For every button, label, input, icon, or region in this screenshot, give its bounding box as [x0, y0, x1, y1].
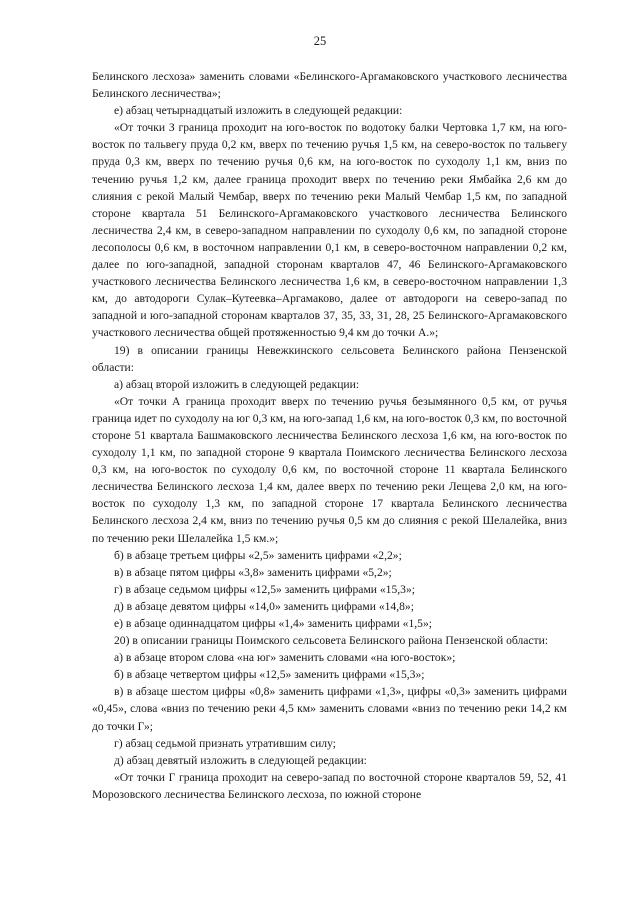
paragraph: «От точки Г граница проходит на северо-запад по восточной стороне кварталов 59, 52, 41 Морозовского лесничества Белинского лесхоза, по южной стороне	[92, 770, 567, 801]
paragraph: в) в абзаце пятом цифры «3,8» заменить цифрами «5,2»;	[114, 565, 392, 579]
paragraph: в) в абзаце шестом цифры «0,8» заменить цифрами «1,3», цифры «0,3» заменить цифрами «0,45», слова «вниз по течению реки 4,5 км» заменить словами «вниз по течению реки 14,2 км до точки Г»;	[92, 685, 567, 733]
paragraph: а) в абзаце втором слова «на юг» заменить словами «на юго-восток»;	[114, 651, 456, 665]
paragraph: а) абзац второй изложить в следующей редакции:	[114, 377, 360, 391]
paragraph: е) абзац четырнадцатый изложить в следующей редакции:	[114, 104, 403, 118]
page-number: 25	[313, 34, 327, 48]
paragraph: Белинского лесхоза» заменить словами «Белинского-Аргамаковского участкового лесничества Белинского лесничества»;	[92, 70, 567, 101]
paragraph: б) в абзаце четвертом цифры «12,5» заменить цифрами «15,3»;	[114, 668, 425, 682]
paragraph: д) абзац девятый изложить в следующей редакции:	[114, 753, 367, 767]
paragraph: б) в абзаце третьем цифры «2,5» заменить цифрами «2,2»;	[114, 548, 402, 562]
paragraph: 20) в описании границы Поимского сельсовета Белинского района Пензенской области:	[114, 634, 549, 648]
paragraph: «От точки З граница проходит на юго-восток по водотоку балки Чертовка 1,7 км, на юго-восток по тальвегу пруда 0,2 км, вверх по течению ручья 1,5 км, на северо-восток по тальвегу пруда 0,3 км, вверх по течению ручья 0,6 км, на юго-восток по суходолу 1,1 км, вниз по течению ручья 1,2 км, далее граница проходит вверх по течению реки Ямбайка 2,6 км до слияния с рекой Малый Чембар, вверх по течению реки Малый Чембар 1,5 км, по западной стороне квартала 51 Белинского-Аргамаковского участкового лесничества Белинского лесничества 2,4 км, в северо-западном направлении по суходолу 0,6 км, по западной стороне лесополосы 0,6 км, в восточном направлении 0,1 км, в северо-восточном направлении 0,2 км, далее по юго-западной, западной сторонам кварталов 47, 46 Белинского-Аргамаковского участкового лесничества Белинского лесничества 1,6 км, в северо-восточном направлении 1,3 км, до автодороги Сулак–Кутеевка–Аргамаково, далее от автодороги на северо-запад по западной и юго-западной сторонам кварталов 37, 35, 33, 31, 28, 25 Белинского-Аргамаковского участкового лесничества общей протяженностью 9,4 км до точки А.»;	[92, 121, 567, 340]
paragraph: г) в абзаце седьмом цифры «12,5» заменить цифрами «15,3»;	[114, 582, 415, 596]
paragraph: д) в абзаце девятом цифры «14,0» заменить цифрами «14,8»;	[114, 599, 414, 613]
document-body	[92, 68, 567, 803]
paragraph: 19) в описании границы Невежкинского сельсовета Белинского района Пензенской области:	[92, 343, 567, 374]
paragraph: «От точки А граница проходит вверх по течению ручья безымянного 0,5 км, от ручья граница идет по суходолу на юг 0,3 км, на юго-запад 1,6 км, на юго-восток 0,3 км, по восточной стороне 51 квартала Башмаковского лесничества Белинского лесхоза 1,6 км, на юго-восток по суходолу 1,1 км, по западной стороне 9 квартала Поимского лесничества Белинского лесхоза 0,3 км, на юго-восток по суходолу 0,6 км, по восточной стороне 11 квартала Белинского лесничества Белинского лесхоза 1,4 км, далее вверх по течению реки Лещева 2,0 км, на юго-восток по суходолу 1,3 км, по западной стороне 17 квартала Белинского лесничества Белинского лесхоза 2,4 км, вниз по течению ручья 0,5 км до слияния с рекой Шелалейка, вниз по течению реки Шелалейка 1,5 км.»;	[92, 394, 567, 545]
paragraph: г) абзац седьмой признать утратившим силу;	[114, 736, 336, 750]
paragraph: е) в абзаце одиннадцатом цифры «1,4» заменить цифрами «1,5»;	[114, 617, 432, 630]
